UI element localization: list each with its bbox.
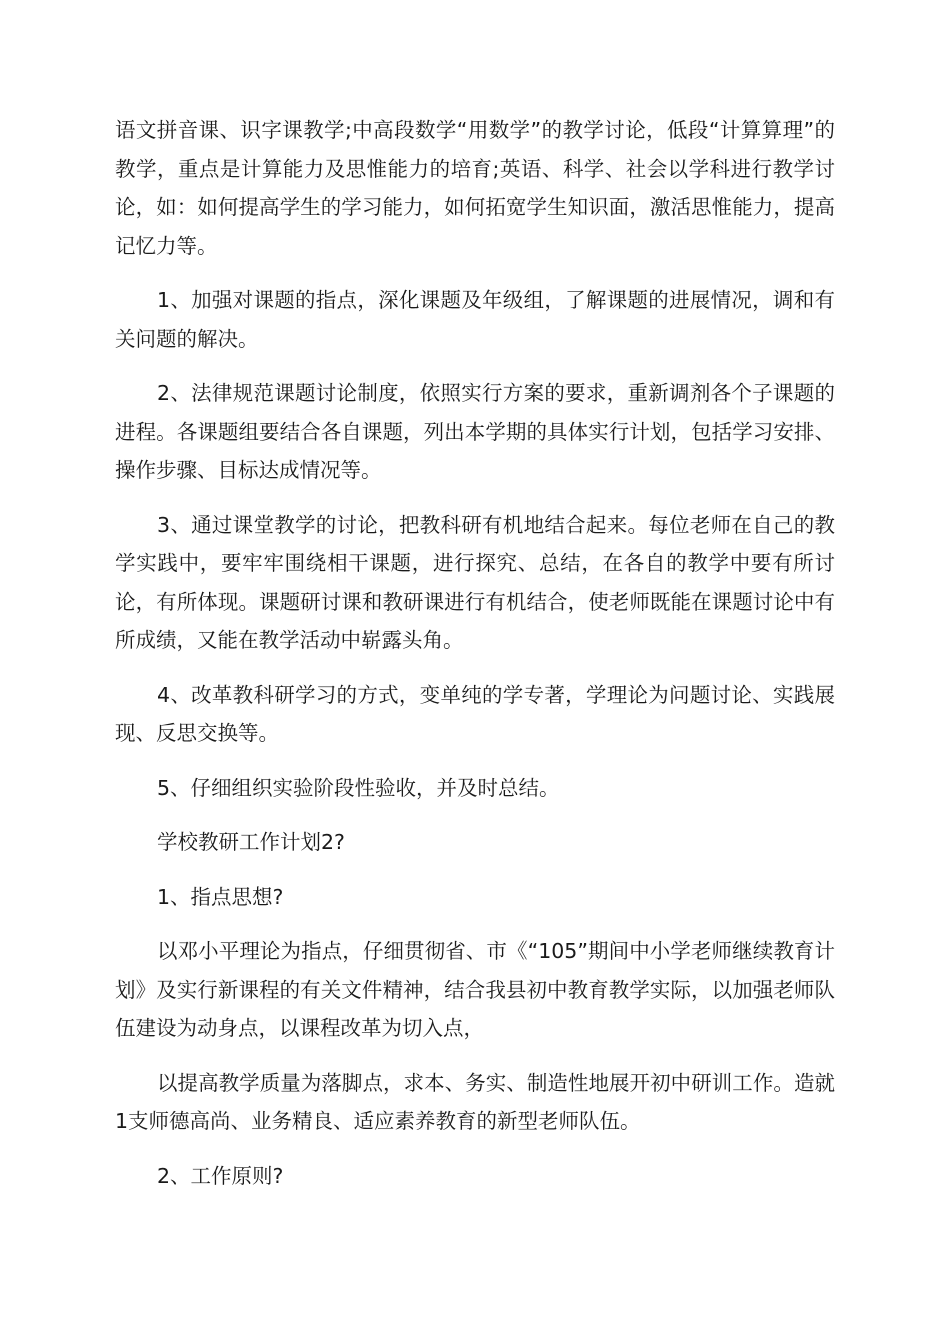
paragraph-3: 2、法律规范课题讨论制度，依照实行方案的要求，重新调剂各个子课题的进程。各课题组要结合各自课题，列出本学期的具体实行计划，包括学习安排、操作步骤、目标达成情况等。	[115, 381, 835, 482]
paragraph-2: 1、加强对课题的指点，深化课题及年级组，了解课题的进展情况，调和有关问题的解决。	[115, 288, 835, 351]
subsection-heading-1: 1、指点思想?	[157, 884, 284, 909]
section-heading: 学校教研工作计划2?	[157, 830, 345, 854]
paragraph-4: 3、通过课堂教学的讨论，把教科研有机地结合起来。每位老师在自己的教学实践中，要牢牢围绕相干课题，进行探究、总结，在各自的教学中要有所讨论，有所体现。课题研讨课和教研课进行有机结合，使老师既能在课题讨论中有所成绩，又能在教学活动中崭露头角。	[115, 512, 835, 652]
paragraph-1: 语文拼音课、识字课教学;中高段数学“用数学”的教学讨论，低段“计算算理”的教学，重点是计算能力及思惟能力的培育;英语、科学、社会以学科进行教学讨论，如：如何提高学生的学习能力，如何拓宽学生知识面，激活思惟能力，提高记忆力等。	[115, 118, 835, 258]
paragraph-6: 5、仔细组织实验阶段性验收，并及时总结。	[157, 775, 560, 800]
document-body	[115, 111, 835, 1211]
subsection-heading-2: 2、工作原则?	[157, 1163, 284, 1188]
paragraph-5: 4、改革教科研学习的方式，变单纯的学专著，学理论为问题讨论、实践展现、反思交换等。	[115, 682, 835, 745]
paragraph-8: 以提高教学质量为落脚点，求本、务实、制造性地展开初中研训工作。造就1支师德高尚、业务精良、适应素养教育的新型老师队伍。	[115, 1070, 835, 1133]
paragraph-7: 以邓小平理论为指点，仔细贯彻省、市《“105”期间中小学老师继续教育计划》及实行新课程的有关文件精神，结合我县初中教育教学实际，以加强老师队伍建设为动身点，以课程改革为切入点，	[115, 939, 835, 1040]
